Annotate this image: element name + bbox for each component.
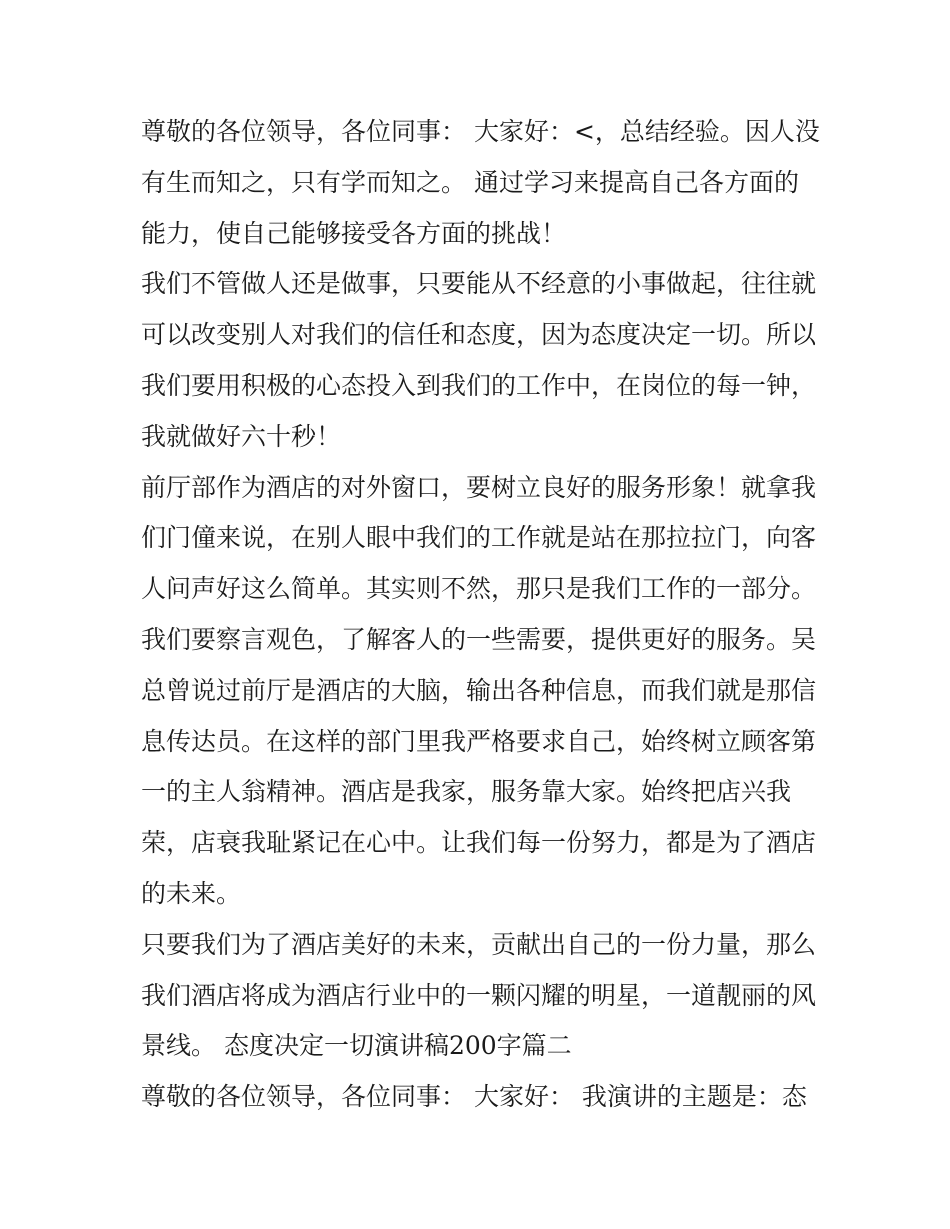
text-line: 们门僮来说，在别人眼中我们的工作就是站在那拉拉门，向客 xyxy=(141,523,817,553)
text-line: 只要我们为了酒店美好的未来，贡献出自己的一份力量，那么 xyxy=(141,929,817,959)
text-line: 的未来。 xyxy=(141,878,242,908)
document-body xyxy=(141,107,820,1123)
text-line: 息传达员。在这样的部门里我严格要求自己，始终树立顾客第 xyxy=(141,726,817,756)
text-line: 我们要用积极的心态投入到我们的工作中，在岗位的每一钟， xyxy=(141,370,817,400)
text-line: 人问声好这么简单。其实则不然，那只是我们工作的一部分。 xyxy=(141,574,817,604)
text-line: 景线。 态度决定一切演讲稿200字篇二 xyxy=(141,1031,572,1061)
text-line: 可以改变别人对我们的信任和态度，因为态度决定一切。所以 xyxy=(141,320,817,350)
text-line: 我们酒店将成为酒店行业中的一颗闪耀的明星，一道靓丽的风 xyxy=(141,980,817,1010)
text-line: 尊敬的各位领导，各位同事： 大家好：<，总结经验。因人没 xyxy=(141,117,820,146)
text-line: 前厅部作为酒店的对外窗口，要树立良好的服务形象！就拿我 xyxy=(141,472,817,502)
text-line: 我们要察言观色，了解客人的一些需要，提供更好的服务。吴 xyxy=(141,624,817,654)
text-line: 一的主人翁精神。酒店是我家，服务靠大家。始终把店兴我 xyxy=(141,777,792,807)
text-line: 有生而知之，只有学而知之。 通过学习来提高自己各方面的 xyxy=(141,167,799,197)
text-line: 能力，使自己能够接受各方面的挑战！ xyxy=(141,218,567,248)
text-line: 尊敬的各位领导，各位同事： 大家好： 我演讲的主题是：态 xyxy=(141,1082,807,1112)
text-line: 荣，店衰我耻紧记在心中。让我们每一份努力，都是为了酒店 xyxy=(141,828,817,858)
text-line: 我就做好六十秒！ xyxy=(141,421,342,451)
text-line: 我们不管做人还是做事，只要能从不经意的小事做起，往往就 xyxy=(141,269,817,299)
text-line: 总曾说过前厅是酒店的大脑，输出各种信息，而我们就是那信 xyxy=(141,675,817,705)
